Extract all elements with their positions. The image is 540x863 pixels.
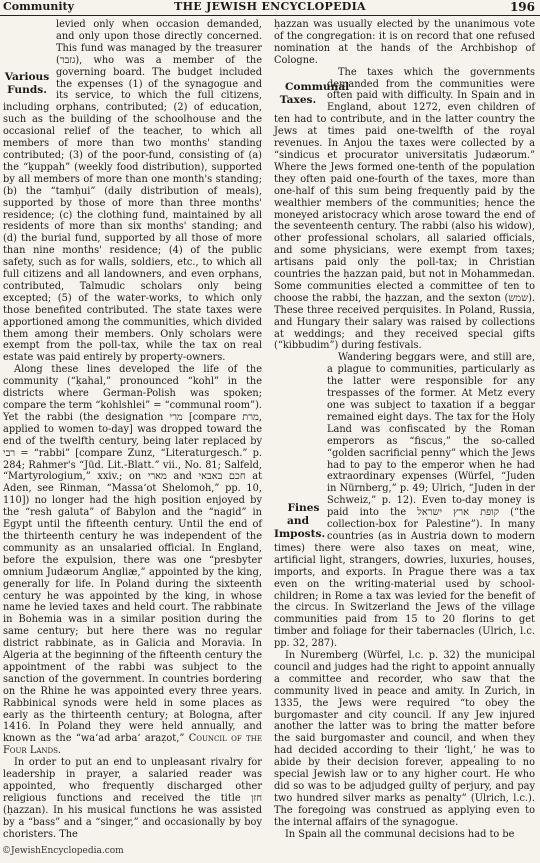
paragraph-text: Along these lines developed the life of the community (“ḳahal,” pronounced “kohl” in the districts where German-Polish was spoken; compare the term “kohlshlei” = “communal room”). Yet the rabbi (the designation מרי [compare מרת, applied to women to-day] was dropped toward the end of the twelfth century, being later replaced by רבי = “rabbi” [compare Zunz, “Literaturgesch.” p. 284; Rahmer's “Jüd. Lit.-Blatt.” vii., No. 81; Salfeld, “Martyrologium,” xxiv.; on מארי and חכם באבאי at Aden, see Rinman, “Massa‘ot Shelomoh,” pp. 10, 110]) no longer had the high position enjoyed by the “resh galuta” of Babylon and the “nagid” in Egypt until the fifteenth century. Until the end of the thirteenth century he was independent of the community as an unsalaried official. In England, before the expulsion, there was one “presbyter omnium Judæorum Angliæ,” appointed by the king, generally for life. In Poland during the sixteenth century he was appointed by the king, in whose name he levied taxes and held court. The rabbinate in Bohemia was in a similar position during the same century; but here there was no regular district rabbinate, as in Galicia and Moravia. In Algeria at the beginning of the fifteenth century the appointment of the rabbi was subject to the sanction of the government. In countries bordering on the Rhine he was appointed every three years. Rabbinical synods were held in some places as early as the thirteenth century; at Bologna, after 1416. In Poland they were held annually, and known as the “wa‘ad arba‘ araẓot,” — [3, 364, 263, 745]
page-number: 196 — [509, 0, 535, 14]
paragraph-text: The taxes which the governments demanded from the communities were often paid with difficulty. In Spain and in England, about 1272, even children of ten had to contribute, and in the latter country the Jews at times paid one-twelfth of the royal revenues. In Anjou the taxes were collected by a “sindicus et procurator universitatis Judæorum.” Where the Jews formed one-tenth of the population they often paid one-fourth of the taxes, more than one-half of this sum being frequently paid by the wealthier members of the communities; hence the moneyed aristocracy which arose toward the end of the seventeenth century. The rabbi (also his widow), other professional scholars, all salaried officials, and some physicians, were exempt from taxes; artisans paid only the poll-tax; in Christian countries the ḥazzan paid, but not in Mohammedan. Some communities elected a committee of ten to choose the rabbi, the ḥazzan, and the sexton (שמש). These three received perquisites. In Poland, Russia, and Hungary their salary was raised by collections at weddings; and they received special gifts (“kibbudim”) during festivals. — [274, 66, 535, 352]
publication-title: THE JEWISH ENCYCLOPEDIA — [174, 0, 366, 13]
paragraph-text: In Nuremberg (Würfel, l.c. p. 32) the municipal council and judges had the right to appoint annually a committee and recorder, who saw that the community lived in peace and amity. In Zurich, in 1335, the Jews were required “to obey the burgomaster and city council. If any Jew injured another the latter was to bring the matter before the said burgomaster and council, and when they had decided according to their ‘light,’ he was to abide by their decision forever, appealing to no special Jewish law or to any higher court. He who did so was to be adjudged guilty of perjury, and pay two hundred silver marks as penalty” (Ulrich, l.c.). The foregoing was construed as applying even to the internal affairs of the synagogue. — [274, 650, 535, 828]
paragraph-text: In Spain all the communal decisions had to be — [285, 828, 515, 840]
paragraph-text: In order to put an end to unpleasant rivalry for leadership in prayer, a salaried reader was appointed, who frequently discharged other religious functions and received the title חזן (ḥazzan). In his musical functions he was assisted by a “bass” and a “singer,” and occasionally by boy choristers. The — [3, 757, 262, 840]
council-of-four-lands-reference: Council of the Four Lands. — [3, 733, 262, 757]
paragraph — [274, 19, 535, 67]
header-rule — [0, 15, 540, 16]
paragraph — [274, 829, 535, 841]
sidenote-various-funds: Various Funds. — [4, 71, 50, 96]
paragraph — [3, 757, 262, 840]
page-header — [0, 0, 540, 14]
paragraph — [3, 364, 262, 757]
sidenote-fines-imposts: Fines and Imposts. — [274, 502, 326, 541]
right-column — [274, 19, 535, 841]
paragraph-text: levied only when occasion demanded, and only upon those directly concerned. This fund was managed by the treasurer (גזבר), who was a member of the governing board. The budget included the expenses (1) of the synagogue and its service, to which the full citizens, including orphans, contributed; (2) of education, such as the building of the schoolhouse and the occasional relief of the teacher, to which all members of more than two months' standing contributed; (3) of the poor-fund, consisting of (a) the “ḳuppah” (weekly food distribution), supported by all members of more than one month's standing; (b) the “tamḥui” (daily distribution of meals), supported by those of more than three months' residence; (c) the clothing fund, maintained by all residents of more than six months' standing; and (d) the burial fund, supported by all those of more than nine months' residence; (4) of the public safety, such as for walls, soldiers, etc., to which all full citizens and all landowners, and even orphans, contributed, Talmudic scholars only being excepted; (5) of the water-works, to which only those benefited contributed. The state taxes were apportioned among the communities, which divided them among their members. Only scholars were exempt from the poll-tax, while the tax on real estate was paid entirely by property-owners. — [3, 19, 262, 364]
paragraph-text: Wandering beggars were, and still are, a plague to communities, particularly as the latter were responsible for any trespasses of the former. At Metz every one was subject to taxation if a beggar remained eight days. The tax for the Holy Land was confiscated by the Roman emperors as “fiscus,” the so-called “golden sacrificial penny” which the Jews had to pay to the emperor when he had extraordinary expenses (Würfel, “Juden in Nürnberg,” p. 49; Ulrich, “Juden in der Schweiz,” p. 12). Even to-day money is paid into the קופת ארץ ישראל (“the collection-box for Palestine”). In many countries (as in Austria down to modern times) there were also taxes on meat, wine, artificial light, strangers, dowries, luxuries, houses, imports, and exports. In Prague there was a tax even on the writing-material used by school-children; in Rome a tax was levied for the benefit of the circus. In Switzerland the Jews of the village communities paid from 15 to 20 florins to get timber and foliage for their tabernacles (Ulrich, l.c. pp. 32, 287). — [274, 352, 535, 650]
paragraph — [274, 67, 535, 353]
paragraph-text: ḥazzan was usually elected by the unanimous vote of the congregation: it is on record that one refused nomination at the hands of the Archbishop of Cologne. — [274, 19, 535, 66]
copyright-footer: ©JewishEncyclopedia.com — [2, 846, 124, 856]
paragraph — [274, 650, 535, 829]
sidenote-communal-taxes: Communal Taxes. — [279, 80, 350, 106]
running-head-topic: Community — [3, 0, 75, 13]
left-column — [3, 19, 262, 841]
paragraph — [3, 19, 262, 364]
paragraph — [274, 352, 535, 650]
